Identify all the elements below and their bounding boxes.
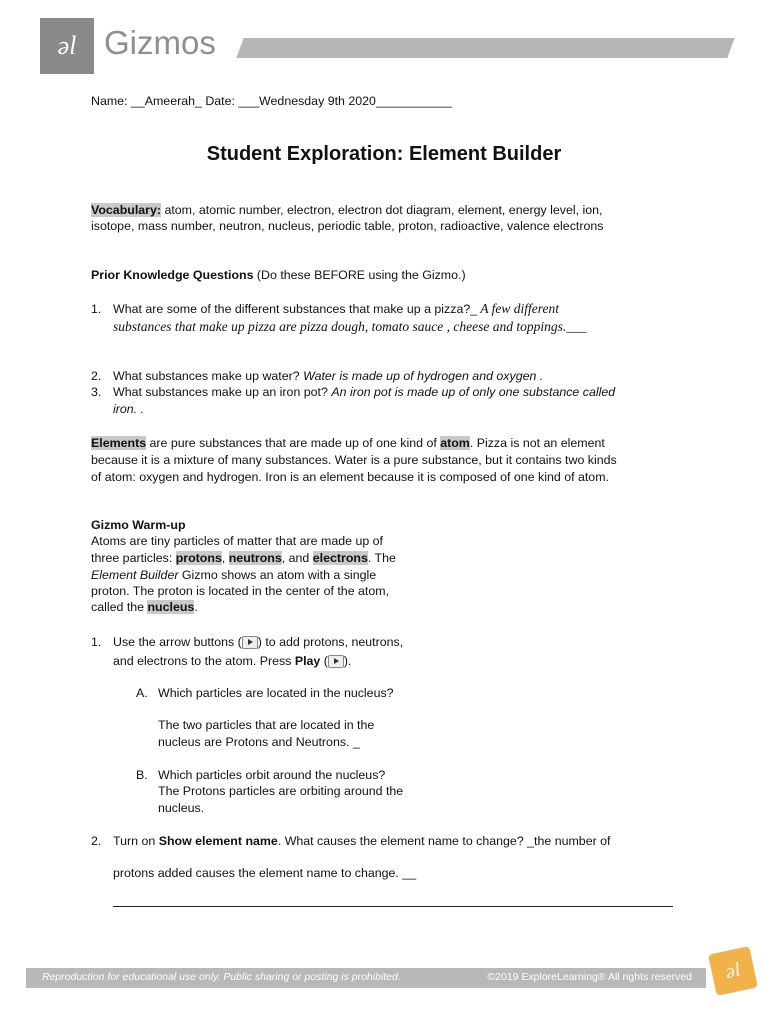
warmup-line-1: Atoms are tiny particles of matter that are made up of (91, 534, 384, 548)
step-1-line-2 (113, 654, 351, 668)
q2-number: 2. (91, 369, 102, 383)
q1-answer-1: A few different (477, 301, 560, 316)
vocab-line-1 (91, 203, 603, 217)
a-answer-2: nucleus are Protons and Neutrons. _ (158, 735, 360, 749)
warmup-line-3 (91, 568, 376, 582)
q3-answer-1: An iron pot is made up of only one substance called (331, 385, 616, 399)
warmup-text-5: called the (91, 600, 148, 614)
vocab-label: Vocabulary: (91, 203, 162, 217)
elements-line-3: of atom: oxygen and hydrogen. Iron is an element because it is composed of one kind of atom. (91, 470, 609, 484)
step-1 (91, 635, 403, 649)
elements-text-2: . Pizza is not an element (469, 436, 605, 450)
q1 (91, 301, 559, 317)
header-bar (236, 38, 734, 58)
period: . (194, 600, 198, 614)
q1-number: 1. (91, 302, 102, 316)
play-button-icon (328, 655, 344, 668)
question-a (136, 686, 394, 700)
step-1-text-b: ) to add protons, neutrons, (257, 635, 404, 649)
prior-title: Prior Knowledge Questions (91, 268, 254, 282)
show-element-name-label: Show element name (158, 834, 278, 848)
elements-text-1: are pure substances that are made up of one kind of (146, 436, 441, 450)
warmup-line-4: proton. The proton is located in the center of the atom, (91, 584, 390, 598)
play-label: Play (294, 654, 321, 668)
step-1-text-e: ). (343, 654, 352, 668)
q2 (91, 369, 543, 383)
footer-notice: Reproduction for educational use only. Public sharing or posting is prohibited. (42, 971, 401, 983)
b-answer-2: nucleus. (158, 801, 205, 815)
step-1-text-d: ( (320, 654, 328, 668)
step-2-text-c: . What causes the element name to change? _the number of (277, 834, 611, 848)
step-2-number: 2. (91, 834, 102, 848)
elements-line-2: because it is a mixture of many substances. Water is a pure substance, but it contains two kinds (91, 453, 617, 467)
prior-heading (91, 268, 466, 282)
q1-text: What are some of the different substances that make up a pizza?_ (113, 302, 478, 316)
footer-copyright: ©2019 ExploreLearning® All rights reserved (487, 971, 692, 983)
footer-bar (26, 968, 706, 988)
step-1-text-c: and electrons to the atom. Press (113, 654, 295, 668)
nucleus-term: nucleus (147, 600, 195, 614)
gizmo-name: Element Builder (91, 568, 179, 582)
q2-text: What substances make up water? (113, 369, 304, 383)
comma: , (221, 551, 229, 565)
question-b (136, 768, 385, 782)
q3-answer-2: iron. . (113, 402, 144, 416)
vocab-line-2: isotope, mass number, neutron, nucleus, periodic table, proton, radioactive, valence electrons (91, 219, 604, 233)
page-title: Student Exploration: Element Builder (206, 143, 562, 165)
q3-text: What substances make up an iron pot? (113, 385, 332, 399)
warmup-text-end: . The (367, 551, 396, 565)
warmup-text: three particles: (91, 551, 176, 565)
arrow-button-icon (242, 636, 258, 649)
gizmos-logo: əl (40, 18, 94, 74)
electrons-term: electrons (312, 551, 368, 565)
atom-term: atom (440, 436, 470, 450)
q3-number: 3. (91, 385, 102, 399)
protons-term: protons (175, 551, 222, 565)
b-answer-1: The Protons particles are orbiting around the (158, 784, 404, 798)
b-question: Which particles orbit around the nucleus? (158, 768, 386, 782)
prior-note: (Do these BEFORE using the Gizmo.) (253, 268, 466, 282)
elements-term: Elements (91, 436, 147, 450)
step-2-text-a: Turn on (113, 834, 159, 848)
neutrons-term: neutrons (228, 551, 282, 565)
warmup-text-3: Gizmo shows an atom with a single (178, 568, 377, 582)
warmup-line-2 (91, 551, 396, 565)
a-question: Which particles are located in the nucleus? (158, 686, 394, 700)
elements-line-1 (91, 436, 605, 450)
explorelearning-logo: əl (708, 946, 758, 996)
step-1-number: 1. (91, 635, 102, 649)
b-label: B. (136, 768, 148, 782)
q3 (91, 385, 615, 399)
and-text: , and (281, 551, 313, 565)
step-1-text-a: Use the arrow buttons ( (113, 635, 242, 649)
a-answer-1: The two particles that are located in the (158, 718, 375, 732)
warmup-line-5 (91, 600, 198, 614)
step-2 (91, 834, 611, 848)
q1-answer-2: substances that make up pizza are pizza dough, tomato sauce , cheese and toppings.___ (113, 319, 587, 334)
warmup-heading: Gizmo Warm-up (91, 518, 186, 532)
brand-name: Gizmos (104, 24, 216, 61)
q2-answer: Water is made up of hydrogen and oxygen . (303, 369, 544, 383)
name-date-line: Name: __Ameerah_ Date: ___Wednesday 9th 2020___________ (91, 94, 452, 108)
vocab-text: atom, atomic number, electron, electron dot diagram, element, energy level, ion, (161, 203, 603, 217)
answer-line (113, 906, 673, 907)
step-2-answer: protons added causes the element name to change. __ (113, 866, 417, 880)
a-label: A. (136, 686, 148, 700)
